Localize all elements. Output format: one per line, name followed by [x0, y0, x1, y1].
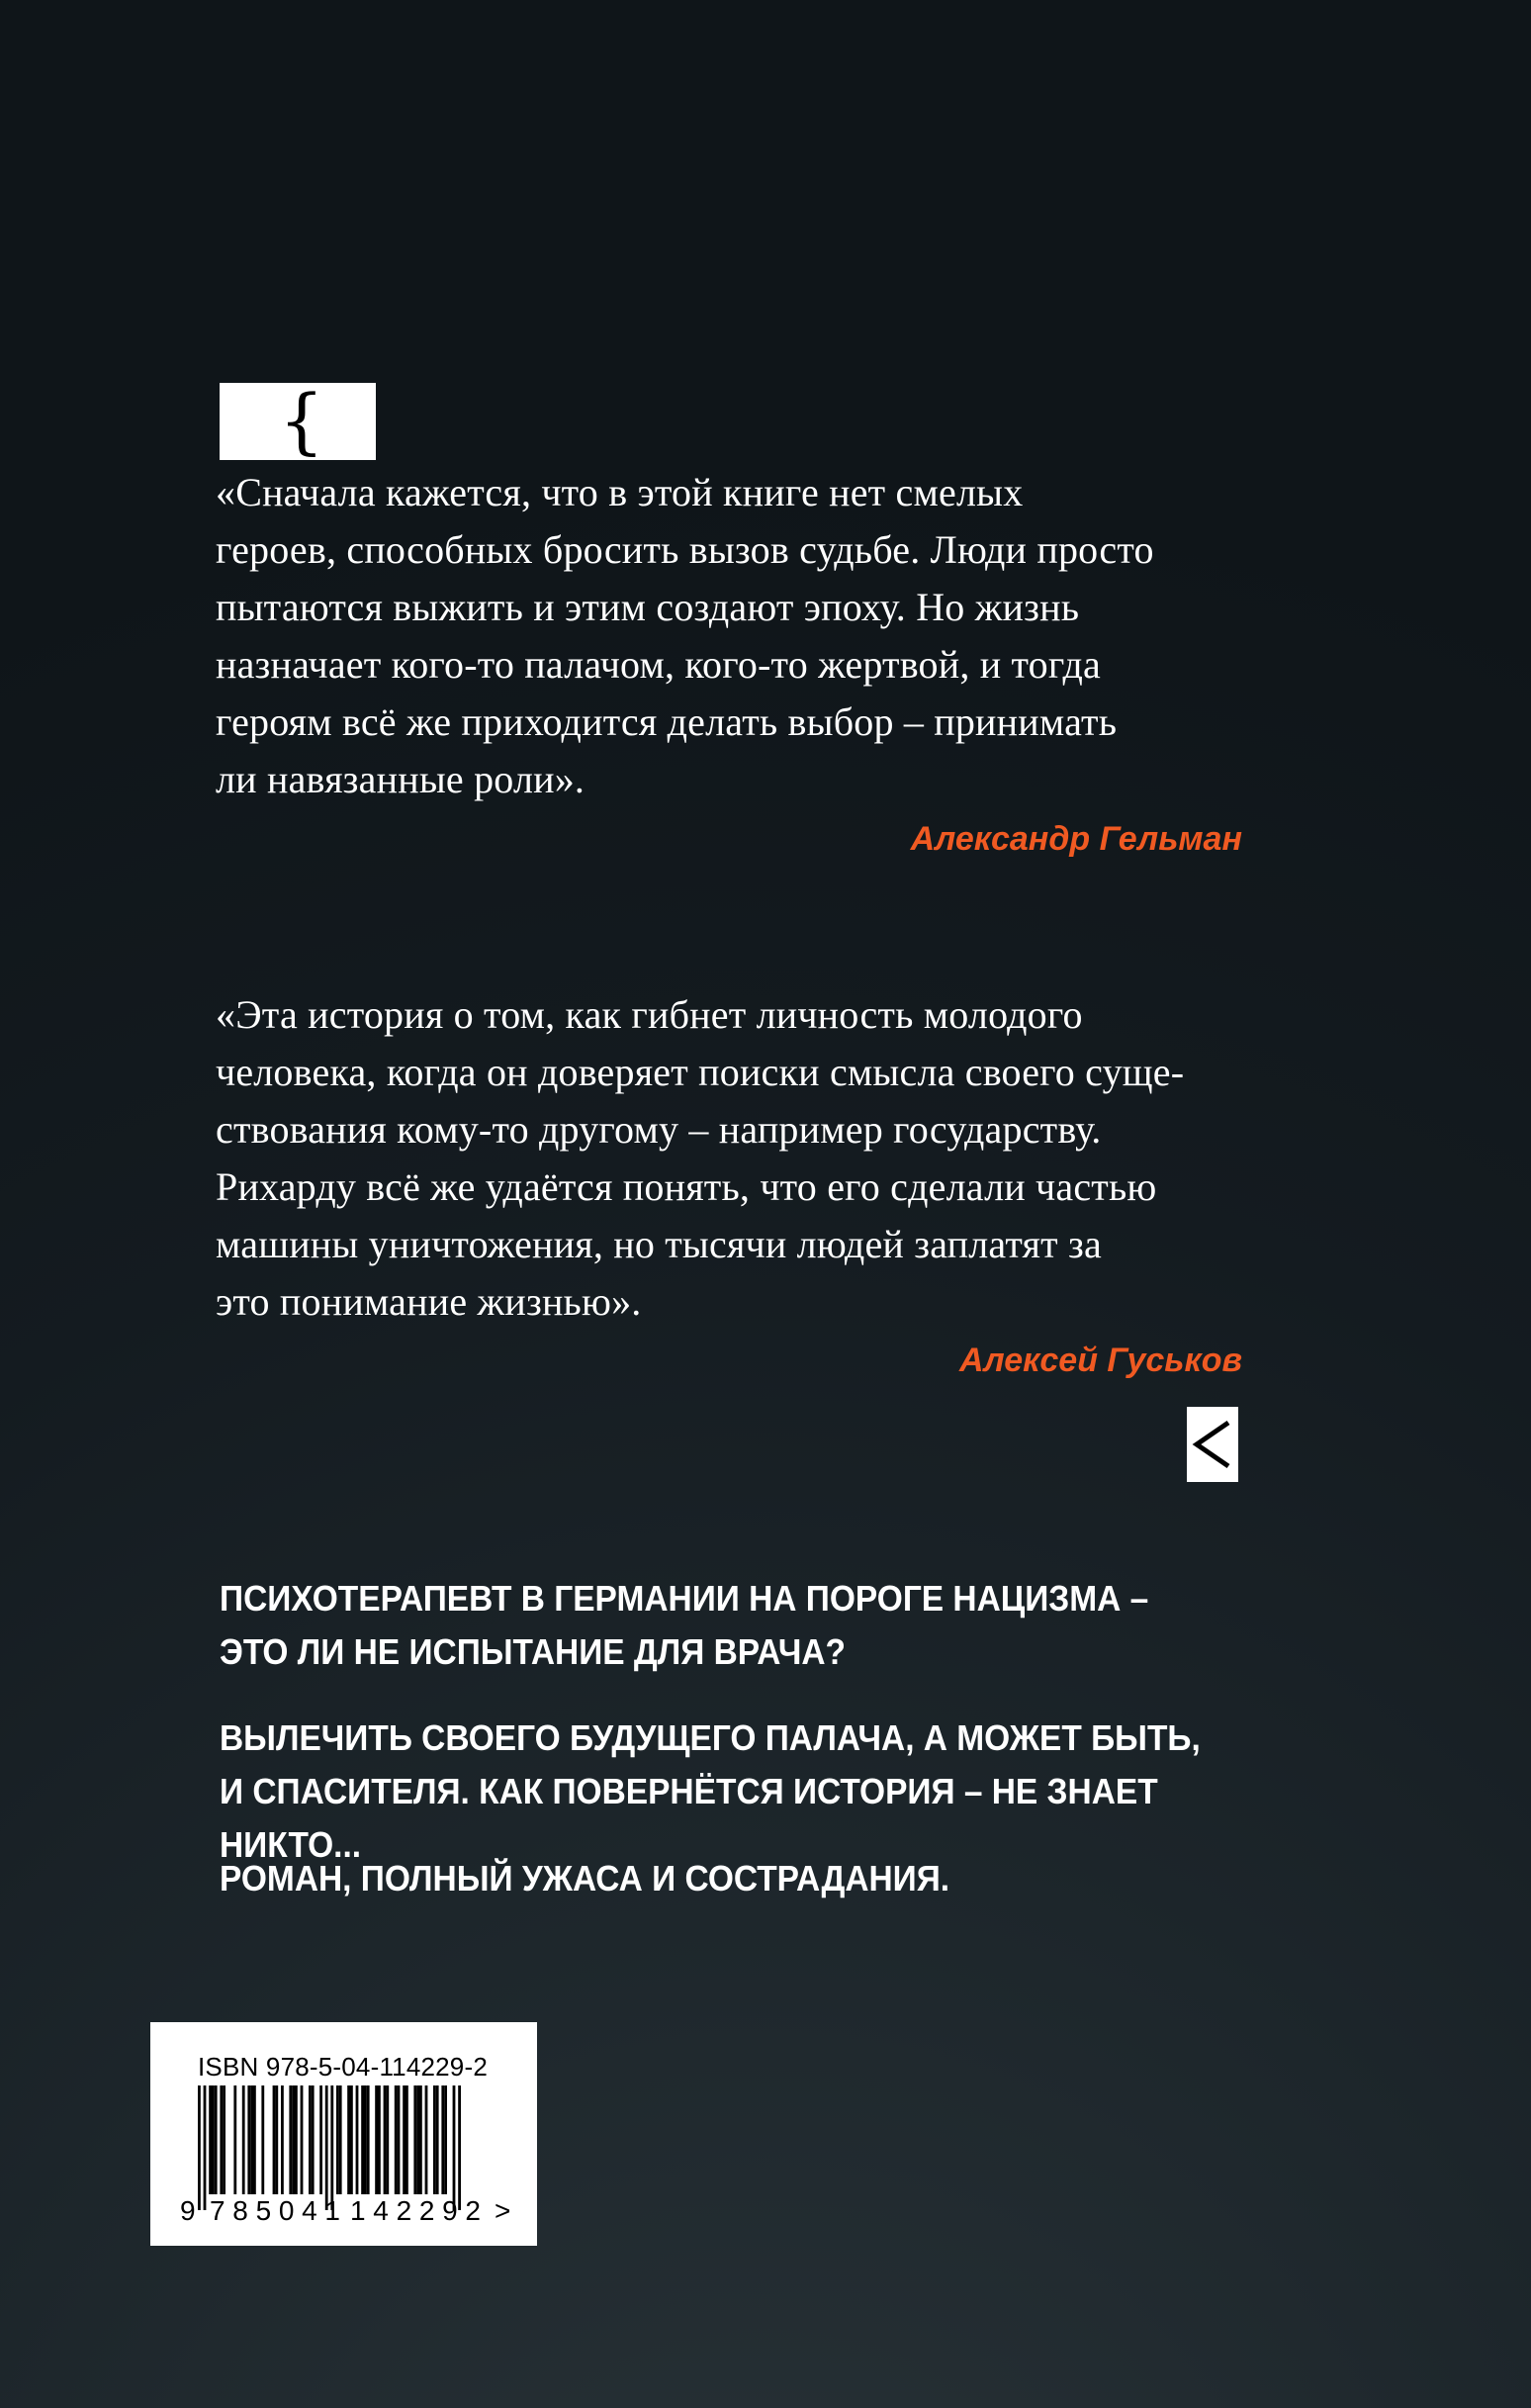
quote-2-text: «Эта история о том, как гибнет личность молодого человека, когда он доверяет поиски смысла своего суще- ствования кому-то другому – например государству. Рихарду всё же удаётся понять, что его сделали частью машины уничтожения, но тысячи людей заплатят за это понимание жизнью».	[216, 992, 1185, 1324]
barcode-bar	[386, 2085, 389, 2194]
brace-glyph: {	[279, 379, 324, 462]
barcode-bar	[253, 2085, 256, 2194]
barcode-right-digits: 142292	[350, 2195, 481, 2226]
barcode-bar	[395, 2085, 398, 2194]
barcode-bar	[444, 2085, 447, 2194]
barcode-bar	[453, 2085, 456, 2210]
blurb-line-1: ПСИХОТЕРАПЕВТ В ГЕРМАНИИ НА ПОРОГЕ НАЦИЗМА – ЭТО ЛИ НЕ ИСПЫТАНИЕ ДЛЯ ВРАЧА?	[220, 1578, 1149, 1672]
barcode-bar	[367, 2085, 370, 2194]
blurb-line-3: РОМАН, ПОЛНЫЙ УЖАСА И СОСТРАДАНИЯ.	[220, 1858, 950, 1899]
barcode-bar	[458, 2085, 461, 2210]
barcode-bar	[301, 2085, 304, 2194]
barcode-bar	[289, 2085, 292, 2194]
barcode-bar	[413, 2085, 416, 2194]
barcode-bar	[339, 2085, 342, 2194]
barcode-bar	[384, 2085, 387, 2194]
barcode-bar	[292, 2085, 295, 2194]
barcode-bar	[295, 2085, 298, 2194]
barcode-bar	[275, 2085, 278, 2194]
barcode-bar	[261, 2085, 264, 2194]
barcode-bar	[273, 2085, 276, 2194]
barcode-bar	[212, 2085, 215, 2194]
barcode-bar	[403, 2085, 405, 2194]
barcode-bar	[350, 2085, 353, 2194]
quote-1-author: Александр Гельман	[910, 820, 1242, 858]
less-than-logo-icon	[1187, 1407, 1238, 1482]
barcode-bar	[375, 2085, 378, 2194]
blurb-line-2: ВЫЛЕЧИТЬ СВОЕГО БУДУЩЕГО ПАЛАЧА, А МОЖЕТ БЫТЬ, И СПАСИТЕЛЯ. КАК ПОВЕРНЁТСЯ ИСТОРИЯ – НЕ ЗНАЕТ НИКТО...	[220, 1717, 1201, 1865]
barcode-bar	[436, 2085, 439, 2194]
barcode-bar	[356, 2085, 359, 2194]
barcode-bar	[419, 2085, 422, 2194]
barcode-bar	[361, 2085, 364, 2194]
brace-logo-icon	[220, 379, 376, 462]
barcode-bar	[281, 2085, 284, 2194]
barcode-bar	[220, 2085, 223, 2194]
barcode-bar	[364, 2085, 367, 2194]
barcode-bars	[198, 2085, 461, 2210]
barcode-bar	[416, 2085, 419, 2194]
quote-1-text: «Сначала кажется, что в этой книге нет смелых героев, способных бросить вызов судьбе. Люди просто пытаются выжить и этим создают эпоху. Но жизнь назначает кого-то палачом, кого-то жертвой, и тогда героям всё же приходится делать выбор – принимать ли навязанные роли».	[216, 470, 1154, 801]
barcode-bar	[378, 2085, 381, 2194]
barcode-bar	[336, 2085, 339, 2194]
less-than-glyph	[1187, 1407, 1238, 1482]
barcode-bar	[204, 2085, 207, 2210]
barcode-bar	[433, 2085, 436, 2194]
barcode-bar	[242, 2085, 245, 2194]
barcode-bar	[319, 2085, 322, 2194]
isbn-label: ISBN 978-5-04-114229-2	[198, 2052, 488, 2082]
barcode-bar	[250, 2085, 253, 2194]
barcode-first-digit: 9	[180, 2195, 196, 2226]
barcode-end-mark: >	[495, 2195, 511, 2226]
barcode-bar	[330, 2085, 333, 2210]
barcode-bar	[398, 2085, 401, 2194]
barcode-bar	[441, 2085, 444, 2194]
barcode-bar	[223, 2085, 225, 2194]
barcode-bar	[233, 2085, 236, 2194]
quote-2-author: Алексей Гуськов	[959, 1342, 1242, 1379]
barcode-bar	[312, 2085, 315, 2194]
barcode-panel	[150, 2022, 537, 2246]
barcode-bar	[309, 2085, 312, 2194]
barcode-bar	[198, 2085, 201, 2210]
barcode-bar	[425, 2085, 428, 2194]
barcode-bar	[215, 2085, 218, 2194]
barcode-left-digits: 785041	[210, 2195, 340, 2226]
barcode-bar	[247, 2085, 250, 2194]
barcode-bar	[325, 2085, 328, 2210]
barcode-bar	[347, 2085, 350, 2194]
barcode-bar	[209, 2085, 212, 2194]
barcode-icon	[180, 2085, 516, 2234]
barcode-bar	[405, 2085, 408, 2194]
